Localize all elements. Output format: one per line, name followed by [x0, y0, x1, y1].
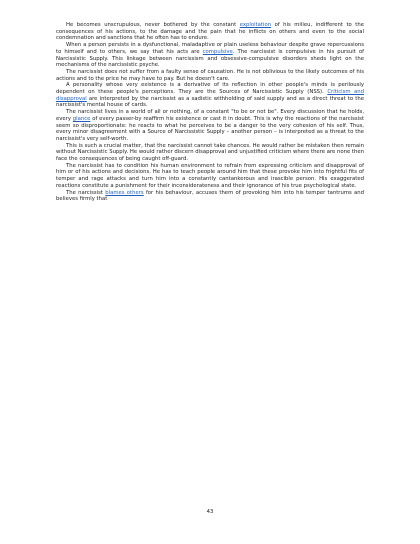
- paragraph: [56, 69, 364, 82]
- paragraph-text: The narcissist has to condition his human environment to refrain from expressing criticism and disapproval of him or of his actions and decisions. He has to teach people around him that these provoke him into frightful fits of temper and rage attacks and turn him into a constantly cantankerous and irascible person. His exaggerated reactions constitute a punishment for their inconsiderateness and their ignorance of his true psychological state.: [56, 162, 364, 189]
- paragraph-text: A personality whose very existence is a derivative of its reflection in other people's minds is perilously dependent on these people's perceptions. They are the Sources of Narcissistic Supply (NSS).: [56, 82, 364, 96]
- paragraph-text: The narcissist lives in a world of all or nothing, of a constant "to be or not be". Every discussion that he holds, every: [56, 109, 364, 122]
- paragraph-text: He becomes unscrupulous, never bothered by the constant: [66, 22, 240, 28]
- document-page: [56, 22, 364, 203]
- hyperlink[interactable]: Criticism and disapproval: [56, 89, 364, 102]
- paragraph-text: of every passer-by reaffirm his existence or cast it in doubt. This is why the reactions of the narcissist seem so disproportionate: he reacts to what he perceives to be a danger to the very cohesion of his self. Thus, every minor disagreement with a Source of Narcissistic Supply – another person – is interpreted as a threat to the narcissist's very self-worth.: [56, 115, 364, 142]
- hyperlink[interactable]: glance: [72, 115, 91, 122]
- paragraph: [56, 42, 364, 69]
- paragraph-text: The narcissist does not suffer from a faulty sense of causation. He is not oblivious to the likely outcomes of his actions and to the price he may have to pay. But he doesn't care.: [56, 68, 364, 82]
- page-number: 43: [206, 509, 214, 515]
- paragraph: [56, 22, 364, 42]
- paragraph-text: This is such a crucial matter, that the narcissist cannot take chances. He would rather be mistaken then remain without Narcissistic Supply. He would rather discern disapproval and unjustified criticism where there are none then face the consequences of being caught off-guard.: [56, 142, 364, 163]
- paragraph: [56, 82, 364, 109]
- paragraph: [56, 143, 364, 163]
- paragraph: [56, 109, 364, 143]
- paragraph-text: for his behaviour, accuses them of provoking him into his temper tantrums and believes firmly that: [56, 189, 364, 203]
- paragraph: [56, 190, 364, 203]
- paragraph-text: When a person persists in a dysfunctional, maladaptive or plain useless behaviour despite grave repercussions to himself and to others, we say that his acts are: [56, 42, 364, 55]
- paragraph-text: are interpreted by the narcissist as a sadistic withholding of said supply and as a direct threat to the narcissist's mental house of cards.: [56, 95, 364, 109]
- paragraph-text: The narcissist: [66, 189, 106, 196]
- paragraph-text: . The narcissist is compulsive in his pursuit of Narcissistic Supply. This linkage between narcissism and obsessive-compulsive disorders sheds light on the mechanisms of the narcissistic psyche.: [56, 48, 364, 69]
- paragraph: [56, 163, 364, 190]
- body-text: [56, 22, 364, 203]
- hyperlink[interactable]: compulsive: [202, 48, 233, 55]
- hyperlink[interactable]: exploitation: [239, 22, 272, 28]
- hyperlink[interactable]: blames others: [105, 189, 144, 196]
- paragraph-text: of his milieu, indifferent to the consequences of his actions, to the damage and the pain that he inflicts on others and even to the social condemnation and sanctions that he often has to endure.: [56, 22, 364, 42]
